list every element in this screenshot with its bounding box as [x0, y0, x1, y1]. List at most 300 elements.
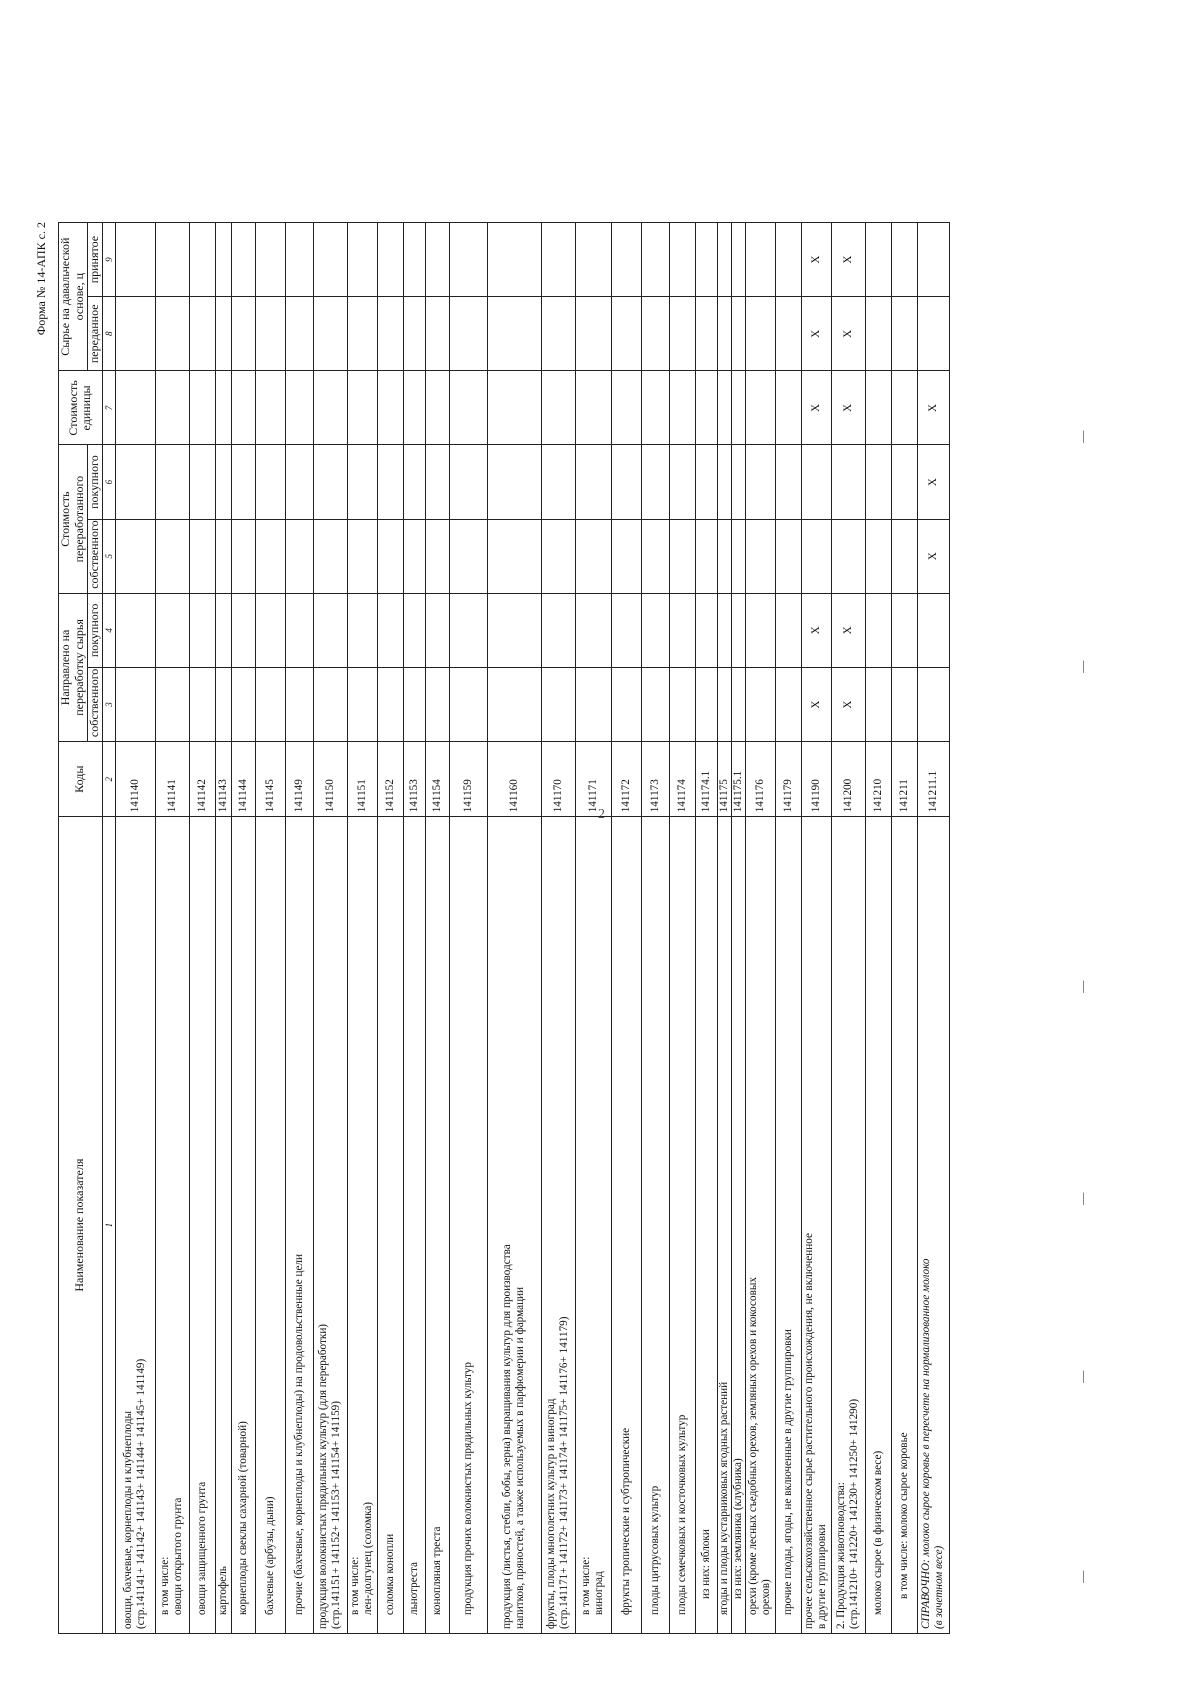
indicator-name-line2: (стр.141210+ 141220+ 141230+ 141250+ 141290) — [848, 1398, 861, 1629]
indicator-name: прочие плоды, ягоды, не включенные в другие группировки — [781, 1329, 794, 1615]
value-cell[interactable] — [541, 445, 575, 519]
value-cell[interactable] — [155, 445, 189, 519]
indicator-name-cell — [215, 817, 231, 1634]
value-cell[interactable] — [313, 297, 347, 371]
value-cell[interactable] — [641, 223, 669, 297]
value-cell[interactable] — [285, 297, 313, 371]
indicator-name: орехи (кроме лесных съедобных орехов, земляных орехов и кокосовых — [747, 1277, 760, 1615]
value-cell[interactable] — [189, 667, 215, 741]
value-cell[interactable] — [115, 667, 155, 741]
value-cell[interactable] — [255, 297, 285, 371]
row-code: 141142 — [189, 742, 215, 817]
value-cell[interactable] — [231, 667, 255, 741]
value-cell[interactable] — [775, 667, 801, 741]
value-cell[interactable] — [215, 297, 231, 371]
value-cell[interactable] — [425, 223, 449, 297]
row-code: 141211.1 — [917, 742, 949, 817]
value-cell[interactable]: X — [917, 445, 949, 519]
value-cell[interactable] — [449, 371, 487, 445]
value-cell[interactable] — [377, 593, 403, 667]
table-row — [449, 223, 487, 1634]
value-cell[interactable] — [155, 519, 189, 593]
value-cell[interactable] — [575, 223, 611, 297]
value-cell[interactable] — [541, 371, 575, 445]
value-cell[interactable] — [695, 223, 717, 297]
indicator-name-cell — [313, 817, 347, 1634]
value-cell[interactable] — [731, 297, 745, 371]
indicator-name-cell — [745, 817, 775, 1634]
value-cell[interactable] — [695, 297, 717, 371]
value-cell[interactable] — [403, 297, 425, 371]
value-cell[interactable] — [917, 667, 949, 741]
value-cell[interactable] — [731, 593, 745, 667]
value-cell[interactable] — [425, 297, 449, 371]
value-cell[interactable] — [541, 519, 575, 593]
value-cell[interactable] — [231, 593, 255, 667]
value-cell[interactable] — [155, 371, 189, 445]
value-cell[interactable] — [487, 371, 541, 445]
value-cell[interactable] — [255, 223, 285, 297]
value-cell[interactable] — [403, 445, 425, 519]
indicator-name: овощи защищенного грунта — [195, 1481, 208, 1615]
value-cell[interactable] — [775, 519, 801, 593]
value-cell[interactable] — [775, 593, 801, 667]
value-cell[interactable] — [745, 593, 775, 667]
value-cell[interactable] — [611, 667, 641, 741]
value-cell[interactable] — [891, 445, 917, 519]
value-cell[interactable] — [745, 667, 775, 741]
value-cell[interactable] — [487, 519, 541, 593]
row-code: 141151 — [347, 742, 377, 817]
value-cell[interactable] — [403, 593, 425, 667]
value-cell[interactable] — [347, 223, 377, 297]
column-number: 4 — [102, 593, 115, 667]
indicator-name: в том числе: — [159, 1556, 172, 1615]
indicator-name: корнеплоды свеклы сахарной (товарной) — [236, 1421, 249, 1615]
scan-tick: | — [1082, 1369, 1085, 1384]
value-cell[interactable] — [641, 667, 669, 741]
value-cell[interactable] — [669, 371, 695, 445]
value-cell[interactable] — [285, 445, 313, 519]
row-code: 141190 — [801, 742, 831, 817]
indicator-name-cell — [775, 817, 801, 1634]
value-cell[interactable] — [313, 223, 347, 297]
value-cell[interactable] — [189, 297, 215, 371]
value-cell[interactable] — [731, 371, 745, 445]
value-cell[interactable] — [255, 519, 285, 593]
row-code: 141140 — [115, 742, 155, 817]
value-cell[interactable] — [865, 223, 891, 297]
indicator-name: 2. Продукция животноводства: — [835, 1482, 848, 1629]
value-cell[interactable] — [745, 223, 775, 297]
value-cell[interactable] — [255, 445, 285, 519]
header-code: Коды — [59, 742, 103, 817]
value-cell[interactable] — [695, 667, 717, 741]
indicator-name: фрукты, плоды многолетних культур и виноград — [545, 1398, 558, 1629]
value-cell[interactable] — [449, 223, 487, 297]
value-cell[interactable] — [115, 371, 155, 445]
value-cell[interactable] — [731, 223, 745, 297]
value-cell[interactable] — [865, 445, 891, 519]
value-cell[interactable] — [541, 593, 575, 667]
column-number: 9 — [102, 223, 115, 297]
row-code: 141176 — [745, 742, 775, 817]
value-cell[interactable]: X — [831, 297, 865, 371]
value-cell[interactable] — [189, 593, 215, 667]
indicator-name-cell — [891, 817, 917, 1634]
value-cell[interactable] — [313, 371, 347, 445]
table-row — [891, 223, 917, 1634]
value-cell[interactable] — [115, 445, 155, 519]
value-cell[interactable] — [377, 667, 403, 741]
value-cell[interactable] — [215, 519, 231, 593]
indicator-name-line2: лен-долгунец (соломка) — [362, 1501, 375, 1615]
page-number: 2 — [598, 807, 605, 822]
value-cell[interactable] — [403, 519, 425, 593]
value-cell[interactable] — [347, 371, 377, 445]
value-cell[interactable] — [641, 593, 669, 667]
value-cell[interactable] — [215, 593, 231, 667]
indicator-name: плоды цитрусовых культур — [648, 1485, 661, 1615]
value-cell[interactable] — [155, 593, 189, 667]
value-cell[interactable] — [285, 371, 313, 445]
value-cell[interactable] — [313, 519, 347, 593]
value-cell[interactable] — [541, 667, 575, 741]
column-number: 8 — [102, 297, 115, 371]
value-cell[interactable] — [669, 297, 695, 371]
indicator-name: картофель — [216, 1566, 229, 1615]
scan-tick: | — [1082, 1191, 1085, 1206]
value-cell[interactable] — [891, 593, 917, 667]
value-cell[interactable] — [717, 519, 731, 593]
value-cell[interactable] — [891, 519, 917, 593]
value-cell[interactable] — [347, 445, 377, 519]
value-cell[interactable] — [347, 593, 377, 667]
value-cell[interactable] — [541, 223, 575, 297]
value-cell[interactable] — [917, 593, 949, 667]
indicator-name: фрукты тропические и субтропические — [619, 1427, 632, 1615]
indicator-name-cell — [347, 817, 377, 1634]
table-row — [575, 223, 611, 1634]
scan-tick: | — [1082, 979, 1085, 994]
indicator-name-cell — [831, 817, 865, 1634]
value-cell[interactable] — [641, 519, 669, 593]
indicator-name: прочие (бахчевые, корнеплоды и клубнеплоды) на продовольственные цели — [292, 1254, 305, 1615]
value-cell[interactable] — [891, 667, 917, 741]
value-cell[interactable] — [831, 445, 865, 519]
value-cell[interactable] — [425, 519, 449, 593]
row-code: 141154 — [425, 742, 449, 817]
value-cell[interactable] — [115, 223, 155, 297]
indicator-name: продукция прочих волокнистых прядильных культур — [461, 1362, 474, 1615]
value-cell[interactable]: X — [831, 593, 865, 667]
value-cell[interactable]: X — [801, 667, 831, 741]
value-cell[interactable] — [891, 371, 917, 445]
indicator-name: конопляная треста — [430, 1526, 443, 1615]
value-cell[interactable] — [189, 371, 215, 445]
header-name: Наименование показателя — [59, 817, 103, 1634]
value-cell[interactable] — [575, 371, 611, 445]
value-cell[interactable] — [575, 593, 611, 667]
indicator-name: СПРАВОЧНО: молоко сырое коровье в пересчете на нормализованное молоко — [920, 1258, 933, 1629]
value-cell[interactable] — [155, 297, 189, 371]
indicator-name-line2: орехов) — [760, 1579, 773, 1615]
value-cell[interactable] — [215, 371, 231, 445]
column-number: 7 — [102, 371, 115, 445]
indicator-name-line2: (в зачетном весе) — [933, 1545, 946, 1629]
value-cell[interactable] — [487, 593, 541, 667]
value-cell[interactable] — [611, 445, 641, 519]
value-cell[interactable] — [449, 593, 487, 667]
value-cell[interactable] — [189, 519, 215, 593]
value-cell[interactable] — [745, 445, 775, 519]
header-accepted: принятое — [87, 223, 102, 297]
row-code: 141153 — [403, 742, 425, 817]
value-cell[interactable] — [377, 519, 403, 593]
value-cell[interactable] — [611, 593, 641, 667]
value-cell[interactable] — [115, 297, 155, 371]
value-cell[interactable] — [255, 593, 285, 667]
table-row — [487, 223, 541, 1634]
value-cell[interactable] — [865, 519, 891, 593]
value-cell[interactable] — [403, 667, 425, 741]
value-cell[interactable] — [347, 297, 377, 371]
value-cell[interactable] — [231, 371, 255, 445]
value-cell[interactable] — [377, 223, 403, 297]
value-cell[interactable] — [669, 223, 695, 297]
indicator-name-line2: (стр.141151+ 141152+ 141153+ 141154+ 141159) — [330, 1401, 343, 1629]
value-cell[interactable] — [449, 667, 487, 741]
indicator-name-cell — [425, 817, 449, 1634]
value-cell[interactable] — [425, 371, 449, 445]
value-cell[interactable] — [189, 223, 215, 297]
value-cell[interactable]: X — [831, 371, 865, 445]
value-cell[interactable] — [695, 371, 717, 445]
value-cell[interactable] — [745, 297, 775, 371]
value-cell[interactable] — [611, 371, 641, 445]
value-cell[interactable] — [231, 519, 255, 593]
value-cell[interactable] — [285, 519, 313, 593]
value-cell[interactable] — [865, 593, 891, 667]
row-code: 141174 — [669, 742, 695, 817]
value-cell[interactable] — [775, 223, 801, 297]
row-code: 141143 — [215, 742, 231, 817]
value-cell[interactable] — [831, 519, 865, 593]
value-cell[interactable] — [917, 223, 949, 297]
value-cell[interactable] — [313, 445, 347, 519]
indicator-name-line2: (стр.141171+ 141172+ 141173+ 141174+ 141175+ 141176+ 141179) — [558, 1316, 571, 1629]
value-cell[interactable] — [449, 519, 487, 593]
value-cell[interactable] — [801, 519, 831, 593]
value-cell[interactable] — [215, 667, 231, 741]
value-cell[interactable] — [403, 223, 425, 297]
value-cell[interactable] — [801, 445, 831, 519]
value-cell[interactable] — [449, 445, 487, 519]
value-cell[interactable] — [891, 297, 917, 371]
table-row — [541, 223, 575, 1634]
value-cell[interactable] — [717, 593, 731, 667]
value-cell[interactable] — [669, 519, 695, 593]
value-cell[interactable] — [487, 223, 541, 297]
value-cell[interactable] — [285, 223, 313, 297]
value-cell[interactable] — [575, 667, 611, 741]
value-cell[interactable] — [541, 297, 575, 371]
value-cell[interactable] — [731, 667, 745, 741]
value-cell[interactable] — [745, 371, 775, 445]
value-cell[interactable] — [865, 667, 891, 741]
row-code: 141159 — [449, 742, 487, 817]
value-cell[interactable]: X — [801, 223, 831, 297]
value-cell[interactable] — [611, 223, 641, 297]
value-cell[interactable] — [695, 445, 717, 519]
table-row — [731, 223, 745, 1634]
value-cell[interactable] — [717, 371, 731, 445]
row-code: 141171 — [575, 742, 611, 817]
value-cell[interactable] — [575, 519, 611, 593]
table-row — [775, 223, 801, 1634]
indicator-name-cell — [487, 817, 541, 1634]
indicator-name: бахчевые (арбузы, дыни) — [263, 1496, 276, 1615]
row-code: 141160 — [487, 742, 541, 817]
value-cell[interactable] — [611, 297, 641, 371]
value-cell[interactable] — [717, 297, 731, 371]
value-cell[interactable] — [611, 519, 641, 593]
table-row — [215, 223, 231, 1634]
value-cell[interactable]: X — [831, 667, 865, 741]
indicator-name-cell — [449, 817, 487, 1634]
value-cell[interactable]: X — [917, 519, 949, 593]
indicator-name: льнотреста — [407, 1562, 420, 1615]
value-cell[interactable] — [377, 371, 403, 445]
value-cell[interactable] — [891, 223, 917, 297]
value-cell[interactable] — [155, 667, 189, 741]
indicator-name: из них: земляника (клубника) — [731, 1458, 744, 1599]
indicator-name-cell — [641, 817, 669, 1634]
table-row — [255, 223, 285, 1634]
value-cell[interactable] — [255, 371, 285, 445]
indicator-name: в том числе: молоко сырое коровье — [897, 1432, 910, 1599]
value-cell[interactable] — [731, 445, 745, 519]
row-code: 141174.1 — [695, 742, 717, 817]
indicator-name: овощи, бахчевые, корнеплоды и клубнеплоды — [122, 1410, 135, 1629]
row-code: 141175.1 — [731, 742, 745, 817]
row-code: 141170 — [541, 742, 575, 817]
value-cell[interactable] — [313, 667, 347, 741]
value-cell[interactable] — [231, 223, 255, 297]
value-cell[interactable] — [575, 297, 611, 371]
row-code: 141150 — [313, 742, 347, 817]
value-cell[interactable] — [865, 297, 891, 371]
value-cell[interactable] — [425, 667, 449, 741]
value-cell[interactable] — [255, 667, 285, 741]
value-cell[interactable] — [717, 223, 731, 297]
value-cell[interactable] — [865, 371, 891, 445]
value-cell[interactable] — [641, 297, 669, 371]
value-cell[interactable] — [731, 519, 745, 593]
row-code: 141211 — [891, 742, 917, 817]
indicator-name: из них: яблоки — [699, 1529, 712, 1599]
value-cell[interactable] — [115, 593, 155, 667]
table-row — [717, 223, 731, 1634]
value-cell[interactable] — [215, 223, 231, 297]
indicator-name-cell — [731, 817, 745, 1634]
value-cell[interactable] — [487, 667, 541, 741]
value-cell[interactable] — [377, 445, 403, 519]
value-cell[interactable] — [425, 593, 449, 667]
value-cell[interactable] — [695, 519, 717, 593]
value-cell[interactable] — [313, 593, 347, 667]
value-cell[interactable] — [775, 297, 801, 371]
form-label: Форма № 14-АПК с. 2 — [34, 222, 48, 336]
header-transferred: переданное — [87, 297, 102, 371]
column-number: 3 — [102, 667, 115, 741]
indicators-table — [58, 222, 950, 1634]
value-cell[interactable] — [487, 297, 541, 371]
value-cell[interactable] — [717, 445, 731, 519]
value-cell[interactable] — [449, 297, 487, 371]
value-cell[interactable] — [487, 445, 541, 519]
value-cell[interactable] — [717, 667, 731, 741]
indicator-name: прочее сельскохозяйственное сырье растительного происхождения, не включенное — [803, 1233, 816, 1629]
header-own: собственного — [87, 519, 102, 593]
indicator-name-cell — [255, 817, 285, 1634]
value-cell[interactable] — [285, 667, 313, 741]
value-cell[interactable] — [669, 445, 695, 519]
indicator-name-cell — [611, 817, 641, 1634]
table-body — [115, 223, 949, 1634]
indicator-name-cell — [917, 817, 949, 1634]
indicator-name-cell — [285, 817, 313, 1634]
value-cell[interactable] — [285, 593, 313, 667]
value-cell[interactable] — [775, 371, 801, 445]
indicator-name-line2: (стр.141141+ 141142+ 141143+ 141144+ 141145+ 141149) — [135, 1358, 148, 1629]
value-cell[interactable] — [155, 223, 189, 297]
indicator-name: ягоды и плоды кустарниковых ягодных растений — [717, 1381, 730, 1615]
row-code: 141179 — [775, 742, 801, 817]
column-number: 1 — [102, 817, 115, 1634]
value-cell[interactable] — [425, 445, 449, 519]
value-cell[interactable] — [215, 445, 231, 519]
value-cell[interactable] — [403, 371, 425, 445]
value-cell[interactable] — [231, 445, 255, 519]
value-cell[interactable] — [775, 445, 801, 519]
value-cell[interactable]: X — [917, 371, 949, 445]
value-cell[interactable]: X — [831, 223, 865, 297]
table-row — [425, 223, 449, 1634]
row-code: 141141 — [155, 742, 189, 817]
table-row — [189, 223, 215, 1634]
value-cell[interactable] — [377, 297, 403, 371]
value-cell[interactable] — [231, 297, 255, 371]
value-cell[interactable] — [669, 593, 695, 667]
indicator-name-cell — [541, 817, 575, 1634]
value-cell[interactable]: X — [801, 371, 831, 445]
value-cell[interactable] — [641, 445, 669, 519]
value-cell[interactable] — [347, 519, 377, 593]
value-cell[interactable] — [669, 667, 695, 741]
value-cell[interactable] — [115, 519, 155, 593]
value-cell[interactable] — [695, 593, 717, 667]
value-cell[interactable] — [575, 445, 611, 519]
value-cell[interactable] — [745, 519, 775, 593]
value-cell[interactable]: X — [801, 297, 831, 371]
value-cell[interactable] — [189, 445, 215, 519]
value-cell[interactable]: X — [801, 593, 831, 667]
value-cell[interactable] — [347, 667, 377, 741]
value-cell[interactable] — [641, 371, 669, 445]
value-cell[interactable] — [917, 297, 949, 371]
indicator-name-cell — [377, 817, 403, 1634]
